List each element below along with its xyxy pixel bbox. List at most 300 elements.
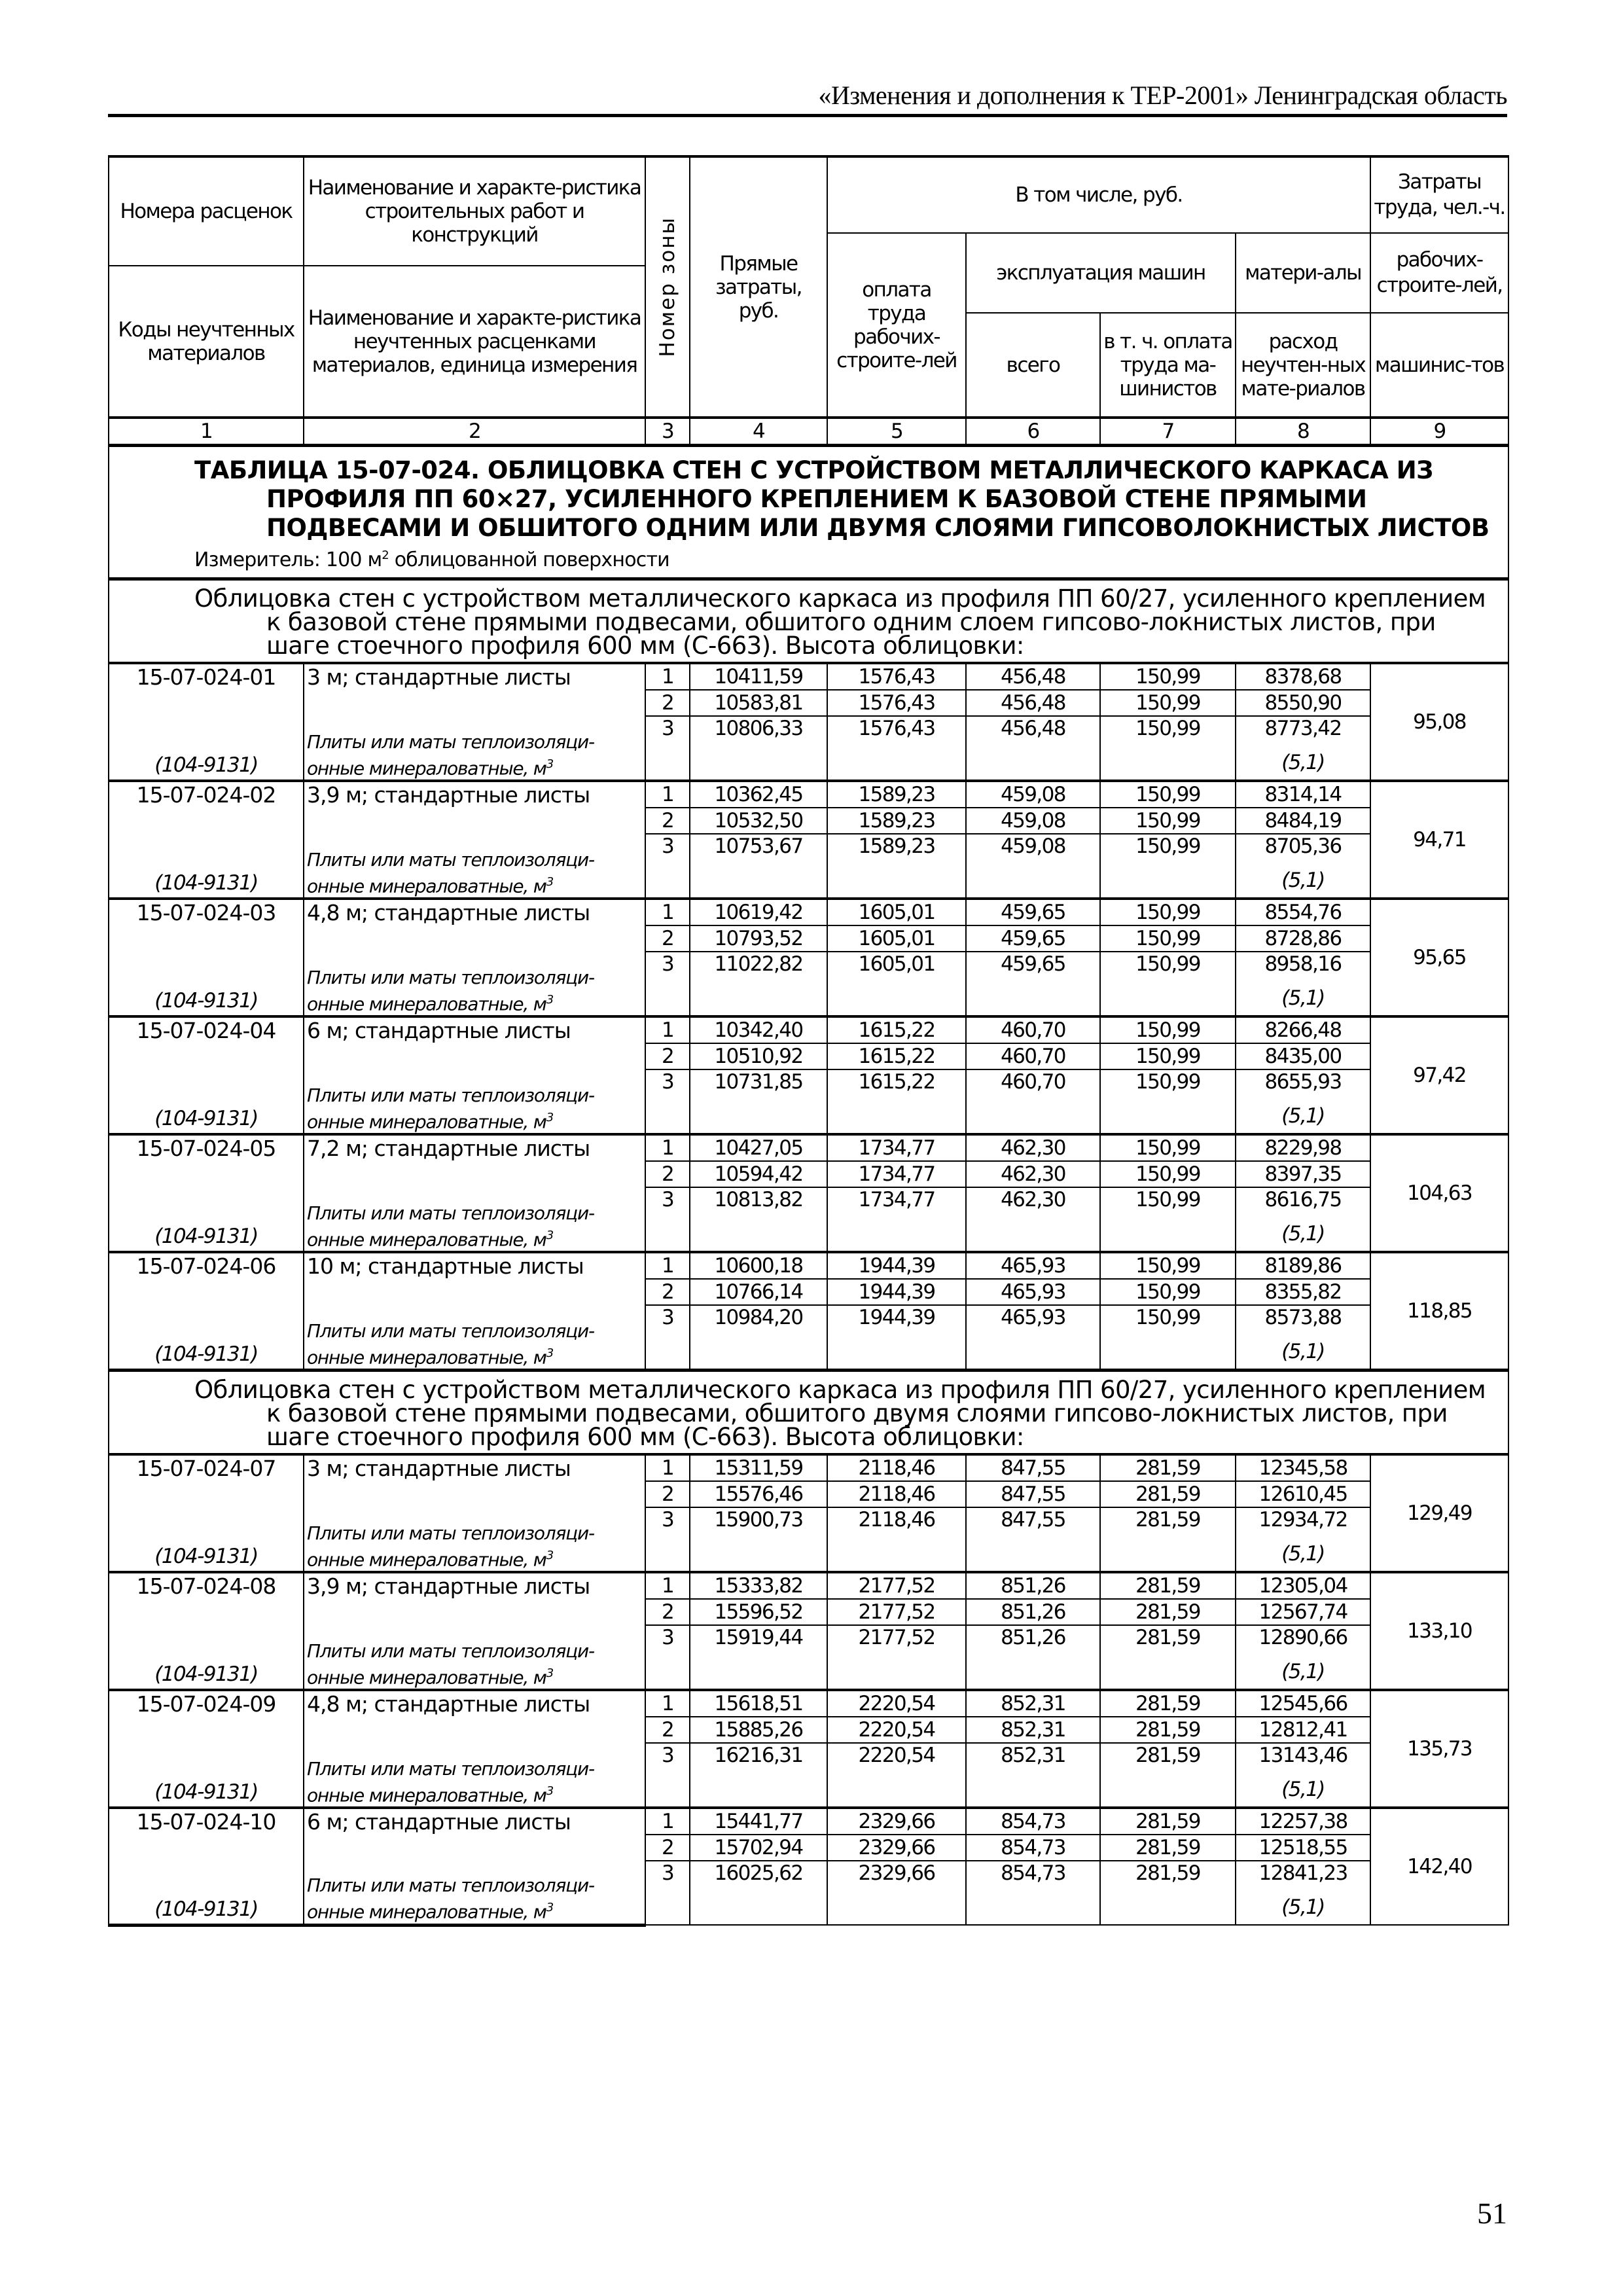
rate-name: 3 м; стандартные листы: [304, 663, 645, 716]
header-col9-machinists: машинис-тов: [1370, 313, 1508, 418]
machinist-wage: 150,99: [1100, 1016, 1236, 1043]
zone-number: 2: [645, 1279, 690, 1305]
worker-wage: 1576,43: [827, 690, 966, 716]
table-row: [109, 1572, 1508, 1599]
worker-wage: 1576,43: [827, 716, 966, 781]
materials-cost: 12305,04: [1236, 1572, 1370, 1599]
materials-cost: 8550,90: [1236, 690, 1370, 716]
worker-wage: 1605,01: [827, 899, 966, 925]
zone-number: 2: [645, 1481, 690, 1507]
rate-code: 15-07-024-03: [109, 899, 304, 952]
direct-cost: 11022,82: [690, 952, 827, 1016]
materials-cost: 8355,82: [1236, 1279, 1370, 1305]
machine-cost: 851,26: [966, 1572, 1100, 1599]
material-quantity: (5,1): [1281, 1222, 1325, 1246]
column-numbers-row: [109, 418, 1508, 446]
material-code: (104-9131): [109, 952, 304, 1016]
section-title-row: [109, 1371, 1508, 1455]
machinist-wage: 150,99: [1100, 1134, 1236, 1161]
header-col6-total: всего: [966, 313, 1100, 418]
machine-cost: 854,73: [966, 1861, 1100, 1925]
worker-wage: 1944,39: [827, 1252, 966, 1279]
material-code: (104-9131): [109, 1625, 304, 1690]
machine-cost: 851,26: [966, 1599, 1100, 1625]
machinist-wage: 150,99: [1100, 781, 1236, 808]
machinist-wage: 150,99: [1100, 690, 1236, 716]
rate-name: 3,9 м; стандартные листы: [304, 1572, 645, 1625]
zone-number: 2: [645, 1717, 690, 1743]
direct-cost: 15596,52: [690, 1599, 827, 1625]
materials-cost: [1236, 1743, 1370, 1808]
materials-cost: 8314,14: [1236, 781, 1370, 808]
header-zone-label: Номер зоны: [656, 217, 679, 357]
column-number: 6: [966, 418, 1100, 446]
materials-cost-value: 8655,93: [1264, 1070, 1342, 1094]
materials-cost-value: 8616,75: [1264, 1188, 1342, 1211]
machinist-wage: 281,59: [1100, 1717, 1236, 1743]
materials-cost: [1236, 1187, 1370, 1252]
direct-cost: 15702,94: [690, 1835, 827, 1861]
labor-cost: 129,49: [1370, 1454, 1508, 1572]
rate-name: 4,8 м; стандартные листы: [304, 1690, 645, 1743]
labor-cost: 104,63: [1370, 1134, 1508, 1252]
machinist-wage: 150,99: [1100, 1043, 1236, 1069]
machinist-wage: 281,59: [1100, 1454, 1236, 1481]
machine-cost: 459,08: [966, 834, 1100, 899]
direct-cost: 15885,26: [690, 1717, 827, 1743]
materials-cost: [1236, 1069, 1370, 1134]
zone-number: 1: [645, 1808, 690, 1835]
direct-cost: 15919,44: [690, 1625, 827, 1690]
header-col2-bottom: Наименование и характе-ристика неучтенных расценками материалов, единица измерения: [304, 266, 645, 418]
materials-cost: 12257,38: [1236, 1808, 1370, 1835]
worker-wage: 2220,54: [827, 1717, 966, 1743]
header-cost-group: В том числе, руб.: [827, 156, 1370, 233]
materials-cost: 8189,86: [1236, 1252, 1370, 1279]
column-number: 1: [109, 418, 304, 446]
section-title-cell: [109, 579, 1508, 664]
labor-cost: 95,08: [1370, 663, 1508, 781]
materials-cost: 8378,68: [1236, 663, 1370, 690]
machine-cost: 460,70: [966, 1043, 1100, 1069]
material-name: Плиты или маты теплоизоляци-онные минераловатные, $м^3$: [304, 716, 645, 781]
material-code: (104-9131): [109, 1069, 304, 1134]
direct-cost: 15618,51: [690, 1690, 827, 1717]
machinist-wage: 281,59: [1100, 1572, 1236, 1599]
direct-cost: 10793,52: [690, 925, 827, 952]
material-code: (104-9131): [109, 1861, 304, 1925]
section-title-row: [109, 579, 1508, 664]
direct-cost: 10362,45: [690, 781, 827, 808]
direct-cost: 16216,31: [690, 1743, 827, 1808]
direct-cost: 10766,14: [690, 1279, 827, 1305]
materials-cost: 8397,35: [1236, 1161, 1370, 1187]
direct-cost: 10594,42: [690, 1161, 827, 1187]
machine-cost: 465,93: [966, 1305, 1100, 1371]
zone-number: 3: [645, 834, 690, 899]
section-title-cell: [109, 1371, 1508, 1455]
materials-cost: 12518,55: [1236, 1835, 1370, 1861]
header-col9-top: Затраты труда, чел.-ч.: [1370, 156, 1508, 233]
material-code: (104-9131): [109, 1305, 304, 1371]
table-title: ТАБЛИЦА 15-07-024. ОБЛИЦОВКА СТЕН С УСТРОЙСТВОМ МЕТАЛЛИЧЕСКОГО КАРКАСА ИЗ ПРОФИЛЯ ПП 60×27, УСИЛЕННОГО КРЕПЛЕНИЕМ К БАЗОВОЙ СТЕНЕ ПРЯМЫМИ ПОДВЕСАМИ И ОБШИТОГО ОДНИМ ИЛИ ДВУМЯ СЛОЯМИ ГИПСОВОЛОКНИСТЫХ ЛИСТОВ: [194, 456, 1489, 542]
machinist-wage: 150,99: [1100, 899, 1236, 925]
material-name: Плиты или маты теплоизоляци-онные минераловатные, $м^3$: [304, 1507, 645, 1572]
material-name: Плиты или маты теплоизоляци-онные минераловатные, $м^3$: [304, 1743, 645, 1808]
machine-cost: 851,26: [966, 1625, 1100, 1690]
rate-code: 15-07-024-10: [109, 1808, 304, 1861]
materials-cost-value: 12890,66: [1258, 1626, 1347, 1649]
zone-number: 3: [645, 1069, 690, 1134]
material-name: Плиты или маты теплоизоляци-онные минераловатные, $м^3$: [304, 952, 645, 1016]
materials-cost-value: 13143,46: [1258, 1744, 1347, 1767]
material-code: (104-9131): [109, 1187, 304, 1252]
material-quantity: (5,1): [1281, 1895, 1325, 1919]
table-row: [109, 1690, 1508, 1717]
machinist-wage: 281,59: [1100, 1481, 1236, 1507]
direct-cost: 15441,77: [690, 1808, 827, 1835]
worker-wage: 2220,54: [827, 1743, 966, 1808]
zone-number: 3: [645, 716, 690, 781]
material-name: Плиты или маты теплоизоляци-онные минераловатные, $м^3$: [304, 1187, 645, 1252]
worker-wage: 1734,77: [827, 1187, 966, 1252]
worker-wage: 2118,46: [827, 1507, 966, 1572]
worker-wage: 1734,77: [827, 1161, 966, 1187]
direct-cost: 10813,82: [690, 1187, 827, 1252]
material-name: Плиты или маты теплоизоляци-онные минераловатные, $м^3$: [304, 1305, 645, 1371]
zone-number: 3: [645, 1743, 690, 1808]
table-title-cell: [109, 446, 1508, 579]
zone-number: 2: [645, 1161, 690, 1187]
worker-wage: 1615,22: [827, 1016, 966, 1043]
zone-number: 3: [645, 1625, 690, 1690]
machine-cost: 462,30: [966, 1134, 1100, 1161]
materials-cost: 12812,41: [1236, 1717, 1370, 1743]
materials-cost-value: 8958,16: [1264, 952, 1342, 976]
materials-cost: 8554,76: [1236, 899, 1370, 925]
zone-number: 1: [645, 1252, 690, 1279]
direct-cost: 10619,42: [690, 899, 827, 925]
table-row: [109, 899, 1508, 925]
direct-cost: 10600,18: [690, 1252, 827, 1279]
zone-number: 2: [645, 925, 690, 952]
zone-number: 3: [645, 1507, 690, 1572]
rate-code: 15-07-024-08: [109, 1572, 304, 1625]
worker-wage: 2177,52: [827, 1572, 966, 1599]
materials-cost: 8435,00: [1236, 1043, 1370, 1069]
material-quantity: (5,1): [1281, 1340, 1325, 1363]
rate-name: 6 м; стандартные листы: [304, 1016, 645, 1069]
zone-number: 1: [645, 1690, 690, 1717]
table-row: [109, 1016, 1508, 1043]
material-code: (104-9131): [109, 834, 304, 899]
material-name: Плиты или маты теплоизоляци-онные минераловатные, $м^3$: [304, 834, 645, 899]
materials-cost: [1236, 952, 1370, 1016]
machine-cost: 459,65: [966, 952, 1100, 1016]
direct-cost: 10583,81: [690, 690, 827, 716]
direct-cost: 10532,50: [690, 808, 827, 834]
header-machines: эксплуатация машин: [966, 233, 1236, 313]
zone-number: 1: [645, 1016, 690, 1043]
machine-cost: 854,73: [966, 1808, 1100, 1835]
price-norms-table: [108, 155, 1509, 1927]
material-quantity: (5,1): [1281, 1660, 1325, 1683]
rate-name: 4,8 м; стандартные листы: [304, 899, 645, 952]
materials-cost: 12545,66: [1236, 1690, 1370, 1717]
machine-cost: 462,30: [966, 1161, 1100, 1187]
machinist-wage: 281,59: [1100, 1808, 1236, 1835]
rate-name: 10 м; стандартные листы: [304, 1252, 645, 1305]
materials-cost-value: 12841,23: [1258, 1861, 1347, 1885]
material-quantity: (5,1): [1281, 751, 1325, 774]
materials-cost: [1236, 834, 1370, 899]
worker-wage: 1576,43: [827, 663, 966, 690]
machinist-wage: 281,59: [1100, 1625, 1236, 1690]
material-code: (104-9131): [109, 1507, 304, 1572]
machinist-wage: 150,99: [1100, 1305, 1236, 1371]
direct-cost: 15311,59: [690, 1454, 827, 1481]
machine-cost: 852,31: [966, 1743, 1100, 1808]
column-number: 7: [1100, 418, 1236, 446]
zone-number: 3: [645, 1861, 690, 1925]
direct-cost: 10510,92: [690, 1043, 827, 1069]
machinist-wage: 150,99: [1100, 834, 1236, 899]
column-number: 5: [827, 418, 966, 446]
labor-cost: 133,10: [1370, 1572, 1508, 1690]
table-row: [109, 781, 1508, 808]
header-col5-wage: оплата труда рабочих-строите-лей: [827, 233, 966, 418]
material-quantity: (5,1): [1281, 986, 1325, 1010]
direct-cost: 15576,46: [690, 1481, 827, 1507]
rate-code: 15-07-024-04: [109, 1016, 304, 1069]
section-title: Облицовка стен с устройством металлического каркаса из профиля ПП 60/27, усиленного креплением к базовой стене прямыми подвесами, обшитого одним слоем гипсово-локнистых листов, при шаге стоечного профиля 600 мм (С-663). Высота облицовки:: [194, 584, 1486, 660]
direct-cost: 10753,67: [690, 834, 827, 899]
machine-cost: 456,48: [966, 716, 1100, 781]
column-number: 8: [1236, 418, 1370, 446]
direct-cost: 10427,05: [690, 1134, 827, 1161]
worker-wage: 2220,54: [827, 1690, 966, 1717]
labor-cost: 142,40: [1370, 1808, 1508, 1925]
worker-wage: 1944,39: [827, 1279, 966, 1305]
header-col3-zone: [645, 156, 690, 418]
machinist-wage: 281,59: [1100, 1835, 1236, 1861]
machinist-wage: 150,99: [1100, 1279, 1236, 1305]
header-col8-unaccounted: расход неучтен-ных мате-риалов: [1236, 313, 1370, 418]
direct-cost: 15900,73: [690, 1507, 827, 1572]
worker-wage: 2329,66: [827, 1861, 966, 1925]
machine-cost: 459,08: [966, 808, 1100, 834]
zone-number: 2: [645, 808, 690, 834]
column-number: 4: [690, 418, 827, 446]
labor-cost: 118,85: [1370, 1252, 1508, 1371]
measure-unit: Измеритель: 100 $м^2$ облицованной поверхности: [194, 548, 669, 571]
machine-cost: 847,55: [966, 1481, 1100, 1507]
machinist-wage: 150,99: [1100, 925, 1236, 952]
machinist-wage: 150,99: [1100, 1252, 1236, 1279]
machine-cost: 847,55: [966, 1454, 1100, 1481]
header-col4-direct: Прямые затраты, руб.: [690, 156, 827, 418]
machine-cost: 459,65: [966, 899, 1100, 925]
machine-cost: 465,93: [966, 1279, 1100, 1305]
materials-cost-value: 8705,36: [1264, 834, 1342, 858]
table-title-row: [109, 446, 1508, 579]
table-header: [109, 156, 1508, 446]
table-body: [109, 446, 1508, 1926]
header-col2-top: Наименование и характе-ристика строительных работ и конструкций: [304, 156, 645, 266]
worker-wage: 1615,22: [827, 1043, 966, 1069]
materials-cost: 12345,58: [1236, 1454, 1370, 1481]
machine-cost: 456,48: [966, 690, 1100, 716]
machine-cost: 847,55: [966, 1507, 1100, 1572]
column-number: 2: [304, 418, 645, 446]
table-row: [109, 663, 1508, 690]
labor-cost: 97,42: [1370, 1016, 1508, 1134]
machine-cost: 852,31: [966, 1690, 1100, 1717]
direct-cost: 16025,62: [690, 1861, 827, 1925]
machine-cost: 456,48: [966, 663, 1100, 690]
header-col7-machinist-wage: в т. ч. оплата труда ма-шинистов: [1100, 313, 1236, 418]
materials-cost: [1236, 1625, 1370, 1690]
table-row: [109, 1252, 1508, 1279]
material-name: Плиты или маты теплоизоляци-онные минераловатные, $м^3$: [304, 1861, 645, 1925]
material-quantity: (5,1): [1281, 1778, 1325, 1801]
worker-wage: 1589,23: [827, 808, 966, 834]
material-code: (104-9131): [109, 1743, 304, 1808]
header-col8-materials: матери-алы: [1236, 233, 1370, 313]
materials-cost: [1236, 1305, 1370, 1371]
zone-number: 3: [645, 1305, 690, 1371]
machinist-wage: 281,59: [1100, 1861, 1236, 1925]
machine-cost: 852,31: [966, 1717, 1100, 1743]
machinist-wage: 150,99: [1100, 716, 1236, 781]
material-code: (104-9131): [109, 716, 304, 781]
material-quantity: (5,1): [1281, 1542, 1325, 1566]
worker-wage: 1589,23: [827, 834, 966, 899]
machine-cost: 459,65: [966, 925, 1100, 952]
machinist-wage: 150,99: [1100, 1161, 1236, 1187]
materials-cost: 12610,45: [1236, 1481, 1370, 1507]
material-name: Плиты или маты теплоизоляци-онные минераловатные, $м^3$: [304, 1069, 645, 1134]
material-name: Плиты или маты теплоизоляци-онные минераловатные, $м^3$: [304, 1625, 645, 1690]
rate-code: 15-07-024-02: [109, 781, 304, 834]
machine-cost: 460,70: [966, 1016, 1100, 1043]
machine-cost: 854,73: [966, 1835, 1100, 1861]
worker-wage: 2177,52: [827, 1625, 966, 1690]
zone-number: 2: [645, 1599, 690, 1625]
machinist-wage: 281,59: [1100, 1743, 1236, 1808]
materials-cost: 8484,19: [1236, 808, 1370, 834]
direct-cost: 10342,40: [690, 1016, 827, 1043]
direct-cost: 10984,20: [690, 1305, 827, 1371]
rate-name: 3 м; стандартные листы: [304, 1454, 645, 1507]
rate-code: 15-07-024-01: [109, 663, 304, 716]
zone-number: 1: [645, 899, 690, 925]
rate-code: 15-07-024-09: [109, 1690, 304, 1743]
materials-cost-value: 8573,88: [1264, 1306, 1342, 1329]
machinist-wage: 150,99: [1100, 663, 1236, 690]
rate-name: 7,2 м; стандартные листы: [304, 1134, 645, 1187]
rate-name: 6 м; стандартные листы: [304, 1808, 645, 1861]
column-number: 3: [645, 418, 690, 446]
zone-number: 3: [645, 1187, 690, 1252]
machinist-wage: 150,99: [1100, 808, 1236, 834]
rate-code: 15-07-024-06: [109, 1252, 304, 1305]
materials-cost: 8728,86: [1236, 925, 1370, 952]
materials-cost-value: 12934,72: [1258, 1508, 1347, 1532]
worker-wage: 2329,66: [827, 1808, 966, 1835]
page-header: «Изменения и дополнения к ТЕР-2001» Ленинградская область: [108, 77, 1507, 117]
table-row: [109, 1454, 1508, 1481]
zone-number: 1: [645, 663, 690, 690]
machine-cost: 462,30: [966, 1187, 1100, 1252]
labor-cost: 135,73: [1370, 1690, 1508, 1808]
worker-wage: 2329,66: [827, 1835, 966, 1861]
worker-wage: 2118,46: [827, 1481, 966, 1507]
rate-code: 15-07-024-07: [109, 1454, 304, 1507]
zone-number: 3: [645, 952, 690, 1016]
labor-cost: 94,71: [1370, 781, 1508, 899]
zone-number: 1: [645, 1454, 690, 1481]
worker-wage: 2118,46: [827, 1454, 966, 1481]
worker-wage: 1734,77: [827, 1134, 966, 1161]
worker-wage: 1605,01: [827, 925, 966, 952]
machinist-wage: 281,59: [1100, 1507, 1236, 1572]
header-col9-workers: рабочих-строите-лей,: [1370, 233, 1508, 313]
machinist-wage: 150,99: [1100, 952, 1236, 1016]
direct-cost: 10411,59: [690, 663, 827, 690]
material-quantity: (5,1): [1281, 869, 1325, 892]
material-quantity: (5,1): [1281, 1104, 1325, 1128]
zone-number: 1: [645, 1134, 690, 1161]
rate-name: 3,9 м; стандартные листы: [304, 781, 645, 834]
zone-number: 1: [645, 1572, 690, 1599]
table-row: [109, 1134, 1508, 1161]
machinist-wage: 281,59: [1100, 1599, 1236, 1625]
materials-cost: [1236, 1507, 1370, 1572]
section-title: Облицовка стен с устройством металлического каркаса из профиля ПП 60/27, усиленного креплением к базовой стене прямыми подвесами, обшитого двумя слоями гипсово-локнистых листов, при шаге стоечного профиля 600 мм (С-663). Высота облицовки:: [194, 1376, 1486, 1451]
machinist-wage: 150,99: [1100, 1187, 1236, 1252]
machine-cost: 465,93: [966, 1252, 1100, 1279]
worker-wage: 1605,01: [827, 952, 966, 1016]
header-col1-bottom: Коды неучтенных материалов: [109, 266, 304, 418]
column-number: 9: [1370, 418, 1508, 446]
zone-number: 2: [645, 1043, 690, 1069]
labor-cost: 95,65: [1370, 899, 1508, 1016]
worker-wage: 1615,22: [827, 1069, 966, 1134]
materials-cost: 8266,48: [1236, 1016, 1370, 1043]
materials-cost: [1236, 1861, 1370, 1925]
zone-number: 2: [645, 690, 690, 716]
worker-wage: 1944,39: [827, 1305, 966, 1371]
zone-number: 2: [645, 1835, 690, 1861]
materials-cost: [1236, 716, 1370, 781]
machine-cost: 460,70: [966, 1069, 1100, 1134]
page-number: 51: [1477, 2197, 1507, 2230]
machine-cost: 459,08: [966, 781, 1100, 808]
header-col1-top: Номера расценок: [109, 156, 304, 266]
rate-code: 15-07-024-05: [109, 1134, 304, 1187]
table-row: [109, 1808, 1508, 1835]
materials-cost: 12567,74: [1236, 1599, 1370, 1625]
worker-wage: 1589,23: [827, 781, 966, 808]
materials-cost: 8229,98: [1236, 1134, 1370, 1161]
direct-cost: 10731,85: [690, 1069, 827, 1134]
zone-number: 1: [645, 781, 690, 808]
materials-cost-value: 8773,42: [1264, 717, 1342, 740]
machinist-wage: 150,99: [1100, 1069, 1236, 1134]
worker-wage: 2177,52: [827, 1599, 966, 1625]
machinist-wage: 281,59: [1100, 1690, 1236, 1717]
